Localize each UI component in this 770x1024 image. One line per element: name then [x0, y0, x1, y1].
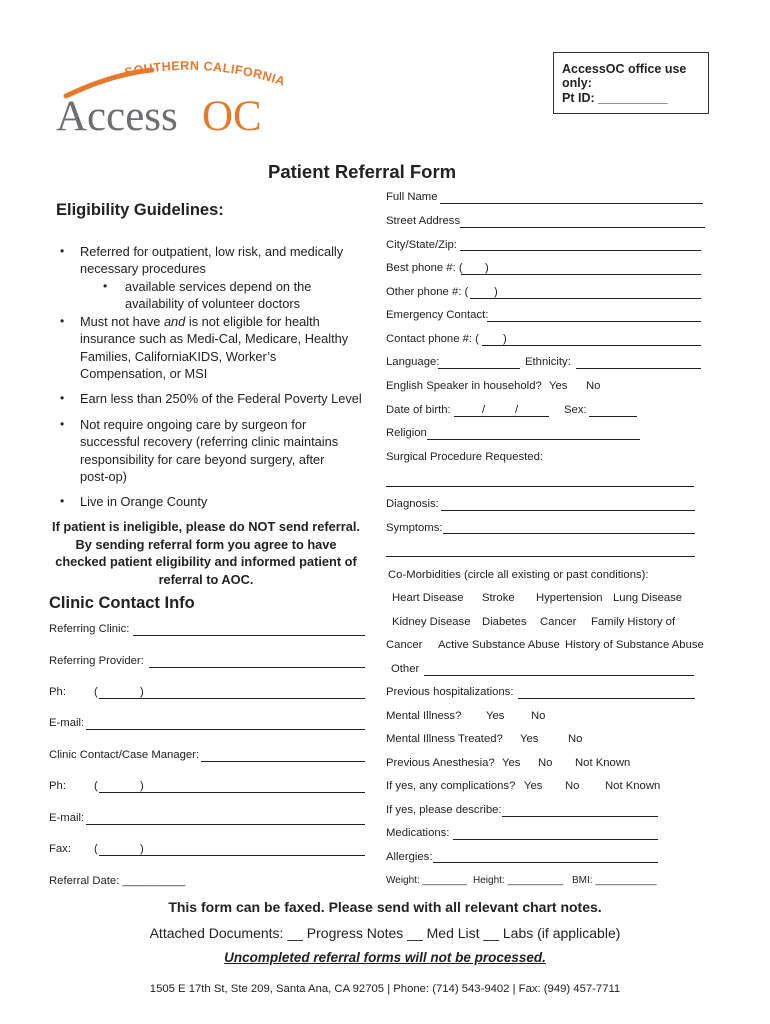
- paren-open: (: [94, 686, 98, 698]
- prev-hospitalizations-label: Previous hospitalizations:: [386, 686, 514, 698]
- comorbid-family-history-cancer[interactable]: Cancer: [386, 639, 423, 651]
- complications-not-known[interactable]: Not Known: [605, 780, 661, 792]
- surgical-procedure-input[interactable]: [386, 486, 694, 487]
- referring-provider-input[interactable]: [149, 667, 365, 668]
- bullet-icon: •: [60, 314, 65, 328]
- prev-anesthesia-yes[interactable]: Yes: [502, 757, 521, 769]
- complications-yes[interactable]: Yes: [524, 780, 543, 792]
- referring-clinic-label: Referring Clinic:: [49, 623, 130, 635]
- city-state-zip-input[interactable]: [460, 250, 701, 251]
- incomplete-warning: Uncompleted referral forms will not be processed.: [224, 950, 546, 965]
- sex-input[interactable]: [589, 416, 637, 417]
- attached-documents: Attached Documents: __ Progress Notes __ Med List __ Labs (if applicable): [149, 925, 621, 941]
- office-address: 1505 E 17th St, Ste 209, Santa Ana, CA 92705 | Phone: (714) 543-9402 | Fax: (949) 457-7711: [149, 983, 621, 995]
- surgical-procedure-label: Surgical Procedure Requested:: [386, 451, 543, 463]
- bullet-icon: •: [60, 417, 65, 431]
- fax-input[interactable]: [99, 855, 365, 856]
- comorbid-history-substance-abuse[interactable]: History of Substance Abuse: [565, 639, 704, 651]
- prev-hospitalizations-input[interactable]: [518, 698, 695, 699]
- accessoc-logo: [52, 52, 302, 137]
- other-phone-input[interactable]: [470, 298, 701, 299]
- allergies-input[interactable]: [433, 862, 658, 863]
- symptoms-input-line-2[interactable]: [386, 556, 695, 557]
- contact-phone-input[interactable]: [482, 345, 701, 346]
- comorbidities-label: Co-Morbidities (circle all existing or past conditions):: [388, 569, 649, 581]
- best-phone-input[interactable]: [461, 274, 701, 275]
- mental-illness-no[interactable]: No: [531, 710, 546, 722]
- prev-anesthesia-no[interactable]: No: [538, 757, 553, 769]
- describe-label: If yes, please describe:: [386, 804, 502, 816]
- fax-instructions: This form can be faxed. Please send with all relevant chart notes.: [168, 899, 602, 915]
- clinic-email-label: E-mail:: [49, 717, 85, 729]
- bmi-field[interactable]: BMI: ___________: [572, 875, 657, 886]
- bullet-icon: •: [60, 244, 65, 258]
- case-manager-email-label: E-mail:: [49, 812, 85, 824]
- diagnosis-input[interactable]: [441, 510, 695, 511]
- mental-treated-yes[interactable]: Yes: [520, 733, 539, 745]
- fax-label: Fax:: [49, 843, 71, 855]
- symptoms-label: Symptoms:: [386, 522, 443, 534]
- referring-provider-label: Referring Provider:: [49, 655, 144, 667]
- sub-bullet-icon: •: [103, 279, 108, 293]
- dob-slash: /: [515, 404, 519, 416]
- mental-treated-label: Mental Illness Treated?: [386, 733, 503, 745]
- other-phone-label: Other phone #: (: [386, 286, 469, 298]
- mental-illness-yes[interactable]: Yes: [486, 710, 505, 722]
- case-manager-phone-input[interactable]: [99, 792, 365, 793]
- comorbid-other-input[interactable]: [424, 675, 694, 676]
- complications-no[interactable]: No: [565, 780, 580, 792]
- emergency-contact-label: Emergency Contact:: [386, 309, 489, 321]
- comorbid-heart-disease[interactable]: Heart Disease: [392, 592, 464, 604]
- paren-close: ): [140, 780, 144, 792]
- describe-input[interactable]: [502, 816, 658, 817]
- clinic-email-input[interactable]: [86, 729, 365, 730]
- language-label: Language:: [386, 356, 440, 368]
- symptoms-input[interactable]: [443, 533, 695, 534]
- eligibility-item-5: Live in Orange County: [80, 494, 208, 509]
- comorbid-kidney-disease[interactable]: Kidney Disease: [392, 616, 471, 628]
- height-field[interactable]: Height: __________: [473, 875, 564, 886]
- ineligible-warning: If patient is ineligible, please do NOT send referral. By sending referral form you agree to have checked patient eligibility and informed patient of referral to AOC.: [52, 519, 360, 587]
- sex-label: Sex:: [564, 404, 587, 416]
- case-manager-input[interactable]: [201, 761, 365, 762]
- full-name-input[interactable]: [440, 203, 703, 204]
- dob-label: Date of birth:: [386, 404, 451, 416]
- comorbid-stroke[interactable]: Stroke: [482, 592, 515, 604]
- language-input[interactable]: [438, 368, 520, 369]
- office-use-title: AccessOC office use only:: [562, 62, 687, 90]
- case-manager-email-input[interactable]: [86, 824, 365, 825]
- eligibility-item-4: Not require ongoing care by surgeon for successful recovery (referring clinic maintains responsibility for care beyond surgery, after post-op): [80, 417, 339, 485]
- clinic-phone-label: Ph:: [49, 686, 66, 698]
- prev-anesthesia-label: Previous Anesthesia?: [386, 757, 495, 769]
- paren-open: (: [94, 843, 98, 855]
- paren-close: ): [140, 686, 144, 698]
- ethnicity-label: Ethnicity:: [525, 356, 571, 368]
- office-use-box: [553, 52, 709, 114]
- form-title: Patient Referral Form: [268, 161, 457, 182]
- best-phone-label: Best phone #: (: [386, 262, 463, 274]
- medications-label: Medications:: [386, 827, 450, 839]
- paren-open: (: [94, 780, 98, 792]
- bullet-icon: •: [60, 391, 65, 405]
- comorbid-other-label: Other: [391, 663, 420, 675]
- street-address-input[interactable]: [460, 227, 705, 228]
- dob-slash: /: [482, 404, 486, 416]
- comorbid-lung-disease[interactable]: Lung Disease: [613, 592, 683, 604]
- clinic-phone-input[interactable]: [99, 698, 365, 699]
- logo-word-access: Access: [56, 93, 178, 137]
- weight-field[interactable]: Weight: ________: [386, 875, 467, 886]
- case-manager-label: Clinic Contact/Case Manager:: [49, 749, 200, 761]
- case-manager-phone-label: Ph:: [49, 780, 66, 792]
- full-name-label: Full Name: [386, 191, 438, 203]
- city-state-zip-label: City/State/Zip:: [386, 239, 457, 251]
- comorbid-family-history[interactable]: Family History of: [591, 616, 676, 628]
- english-speaker-label: English Speaker in household?: [386, 380, 542, 392]
- paren-close: ): [503, 333, 507, 345]
- comorbid-active-substance-abuse[interactable]: Active Substance Abuse: [438, 639, 560, 651]
- medications-input[interactable]: [453, 839, 658, 840]
- english-no-option[interactable]: No: [586, 380, 601, 392]
- eligibility-item-1: Referred for outpatient, low risk, and medically necessary procedures: [80, 244, 344, 277]
- paren-close: ): [494, 286, 498, 298]
- paren-close: ): [485, 262, 489, 274]
- religion-input[interactable]: [427, 439, 640, 440]
- comorbid-diabetes[interactable]: Diabetes: [482, 616, 527, 628]
- comorbid-cancer[interactable]: Cancer: [540, 616, 577, 628]
- emergency-contact-input[interactable]: [487, 321, 701, 322]
- ethnicity-input[interactable]: [576, 368, 701, 369]
- diagnosis-label: Diagnosis:: [386, 498, 439, 510]
- street-address-label: Street Address: [386, 215, 461, 227]
- logo-arc-text: SOUTHERN CALIFORNIA: [123, 58, 288, 89]
- english-yes-option[interactable]: Yes: [549, 380, 568, 392]
- allergies-label: Allergies:: [386, 851, 433, 863]
- eligibility-item-2: Must not have and is not eligible for health insurance such as Medi-Cal, Medicare, Healthy Families, CaliforniaKIDS, Worker’s Compensation, or MSI: [80, 314, 349, 382]
- prev-anesthesia-not-known[interactable]: Not Known: [575, 757, 631, 769]
- pt-id-field[interactable]: Pt ID: __________: [562, 91, 668, 105]
- svg-text:SOUTHERN CALIFORNIA: [123, 59, 287, 89]
- complications-label: If yes, any complications?: [386, 780, 516, 792]
- mental-illness-label: Mental Illness?: [386, 710, 462, 722]
- eligibility-heading: Eligibility Guidelines:: [56, 201, 224, 219]
- referral-date-field[interactable]: Referral Date: __________: [49, 875, 186, 887]
- comorbid-hypertension[interactable]: Hypertension: [536, 592, 603, 604]
- religion-label: Religion: [386, 427, 427, 439]
- mental-treated-no[interactable]: No: [568, 733, 583, 745]
- contact-phone-label: Contact phone #: (: [386, 333, 479, 345]
- dob-input[interactable]: [454, 416, 549, 417]
- paren-close: ): [140, 843, 144, 855]
- logo-word-oc: OC: [202, 93, 262, 137]
- referring-clinic-input[interactable]: [133, 635, 365, 636]
- clinic-contact-heading: Clinic Contact Info: [49, 594, 195, 612]
- eligibility-subitem: available services depend on the availability of volunteer doctors: [125, 279, 312, 312]
- eligibility-item-3: Earn less than 250% of the Federal Poverty Level: [80, 391, 362, 406]
- bullet-icon: •: [60, 494, 65, 508]
